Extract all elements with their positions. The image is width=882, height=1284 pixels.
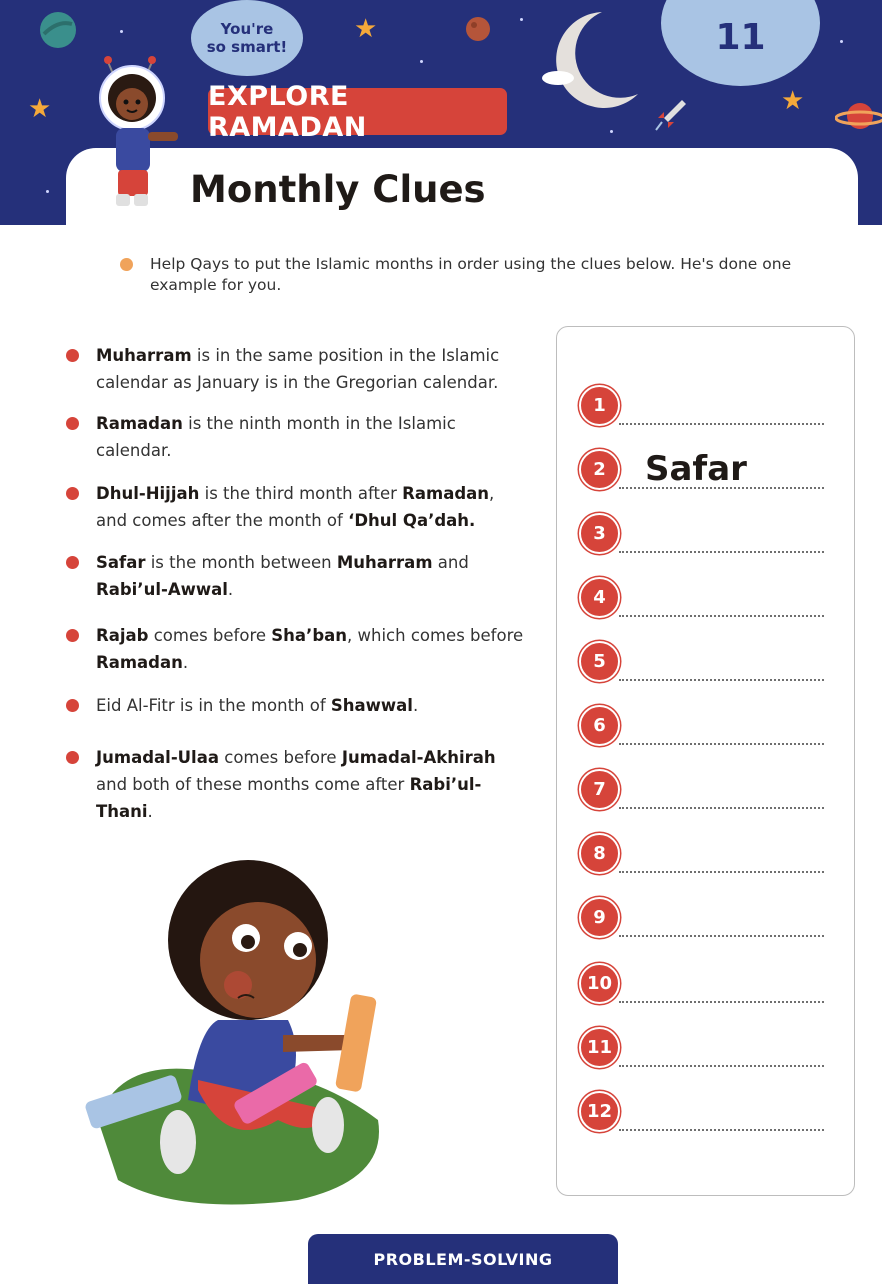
clue-keyword: Muharram (96, 346, 192, 365)
footer-label: PROBLEM-SOLVING (373, 1249, 553, 1269)
number-label: 8 (593, 843, 606, 864)
clue-text: Jumadal-Ulaa comes before Jumadal-Akhirah and both of these months come after Rabi’ul-Thani. (96, 748, 496, 821)
rocket-icon (652, 96, 688, 136)
answer-text: Safar (645, 449, 747, 489)
answer-line (619, 743, 824, 745)
clue-text: Rajab comes before Sha’ban, which comes before Ramadan. (96, 626, 524, 672)
instruction-text: Help Qays to put the Islamic months in order using the clues below. He's done one example for you. (150, 255, 792, 294)
number-badge (579, 963, 620, 1004)
clue-text: Ramadan is the ninth month in the Islamic calendar. (96, 414, 456, 460)
answer-line (619, 807, 824, 809)
answer-line (619, 1129, 824, 1131)
clue-item (66, 549, 526, 603)
clue-item (66, 692, 526, 719)
clue-keyword: Safar (96, 553, 146, 572)
star-dot (840, 40, 843, 43)
star-dot (46, 190, 49, 193)
ringed-planet-icon (835, 96, 882, 136)
number-label: 5 (593, 651, 606, 672)
speech-bubble (191, 0, 303, 76)
number-badge (579, 641, 620, 682)
clue-keyword: Rabi’ul-Thani (96, 775, 482, 821)
number-badge (579, 705, 620, 746)
clue-text: Muharram is in the same position in the Islamic calendar as January is in the Gregorian calendar. (96, 346, 500, 392)
clue-keyword: Ramadan (96, 653, 183, 672)
clue-item (66, 480, 526, 534)
clue-text: Dhul-Hijjah is the third month after Ramadan, and comes after the month of ‘Dhul Qa’dah. (96, 484, 495, 530)
number-label: 11 (586, 1037, 613, 1058)
answer-row[interactable] (579, 963, 829, 1023)
answer-row[interactable] (579, 1091, 829, 1151)
bullet-icon (66, 487, 79, 500)
answer-line (619, 1001, 824, 1003)
number-label: 6 (593, 715, 606, 736)
bullet-icon (66, 349, 79, 362)
number-label: 7 (593, 779, 606, 800)
star-dot (520, 18, 523, 21)
answer-line (619, 1065, 824, 1067)
answer-line (619, 615, 824, 617)
title-banner (208, 80, 507, 143)
clue-keyword: Shawwal (330, 696, 413, 715)
clue-text: Eid Al-Fitr is in the month of Shawwal. (96, 696, 419, 715)
star-dot (610, 130, 613, 133)
answer-row[interactable] (579, 449, 829, 509)
number-badge (579, 1091, 620, 1132)
clue-keyword: Sha’ban (271, 626, 348, 645)
clue-text: Safar is the month between Muharram and Rabi’ul-Awwal. (96, 553, 469, 599)
clue-keyword: Rajab (96, 626, 149, 645)
bullet-icon (66, 417, 79, 430)
answer-row[interactable] (579, 641, 829, 701)
answer-row[interactable] (579, 833, 829, 893)
answer-row[interactable] (579, 385, 829, 445)
star-icon: ★ (28, 94, 52, 124)
bullet-icon (120, 258, 133, 271)
bullet-icon (66, 699, 79, 712)
clue-keyword: Ramadan (402, 484, 490, 503)
clue-keyword: ‘Dhul Qa’dah. (348, 511, 476, 530)
star-dot (120, 30, 123, 33)
clue-item (66, 410, 526, 464)
answer-line (619, 871, 824, 873)
page-number: 11 (715, 17, 766, 58)
clue-item (66, 622, 526, 676)
number-label: 3 (593, 523, 606, 544)
number-label: 12 (586, 1101, 613, 1122)
banner-title: EXPLORE RAMADAN (208, 80, 367, 143)
number-badge (579, 513, 620, 554)
answer-line (619, 935, 824, 937)
bullet-icon (66, 556, 79, 569)
planet-icon (464, 15, 492, 43)
number-badge (579, 769, 620, 810)
answer-line (619, 423, 824, 425)
clue-keyword: Rabi’ul-Awwal (96, 580, 228, 599)
number-label: 2 (593, 459, 606, 480)
answer-row[interactable] (579, 513, 829, 573)
number-badge (579, 449, 620, 490)
answer-row[interactable] (579, 769, 829, 829)
answer-line (619, 551, 824, 553)
bullet-icon (66, 751, 79, 764)
bullet-icon (66, 629, 79, 642)
clue-item (66, 342, 526, 396)
clue-keyword: Ramadan (96, 414, 183, 433)
star-icon: ★ (781, 86, 805, 116)
section-title: Monthly Clues (190, 168, 486, 211)
number-badge (579, 385, 620, 426)
instruction (120, 254, 800, 296)
clue-keyword: Jumadal-Akhirah (341, 748, 496, 767)
clue-item (66, 744, 526, 825)
number-label: 9 (593, 907, 606, 928)
number-label: 1 (593, 395, 606, 416)
answer-row[interactable] (579, 577, 829, 637)
clue-keyword: Dhul-Hijjah (96, 484, 200, 503)
answer-line (619, 487, 824, 489)
speech-bubble-text: You're so smart! (206, 20, 288, 56)
answer-box (556, 326, 855, 1196)
answer-line (619, 679, 824, 681)
number-badge (579, 897, 620, 938)
answer-row[interactable] (579, 1027, 829, 1087)
answer-row[interactable] (579, 705, 829, 765)
star-icon: ★ (354, 14, 378, 44)
clue-keyword: Muharram (336, 553, 433, 572)
number-badge (579, 833, 620, 874)
number-label: 4 (593, 587, 606, 608)
page-number-badge (661, 0, 820, 86)
number-badge (579, 1027, 620, 1068)
boy-sorting-cards-illustration (78, 820, 398, 1210)
clue-keyword: Jumadal-Ulaa (96, 748, 219, 767)
crescent-moon-icon (540, 8, 650, 108)
footer-tab (308, 1234, 618, 1284)
answer-row[interactable] (579, 897, 829, 957)
star-dot (420, 60, 423, 63)
astronaut-boy-illustration (90, 52, 190, 217)
planet-icon (38, 10, 78, 50)
number-label: 10 (586, 973, 613, 994)
number-badge (579, 577, 620, 618)
